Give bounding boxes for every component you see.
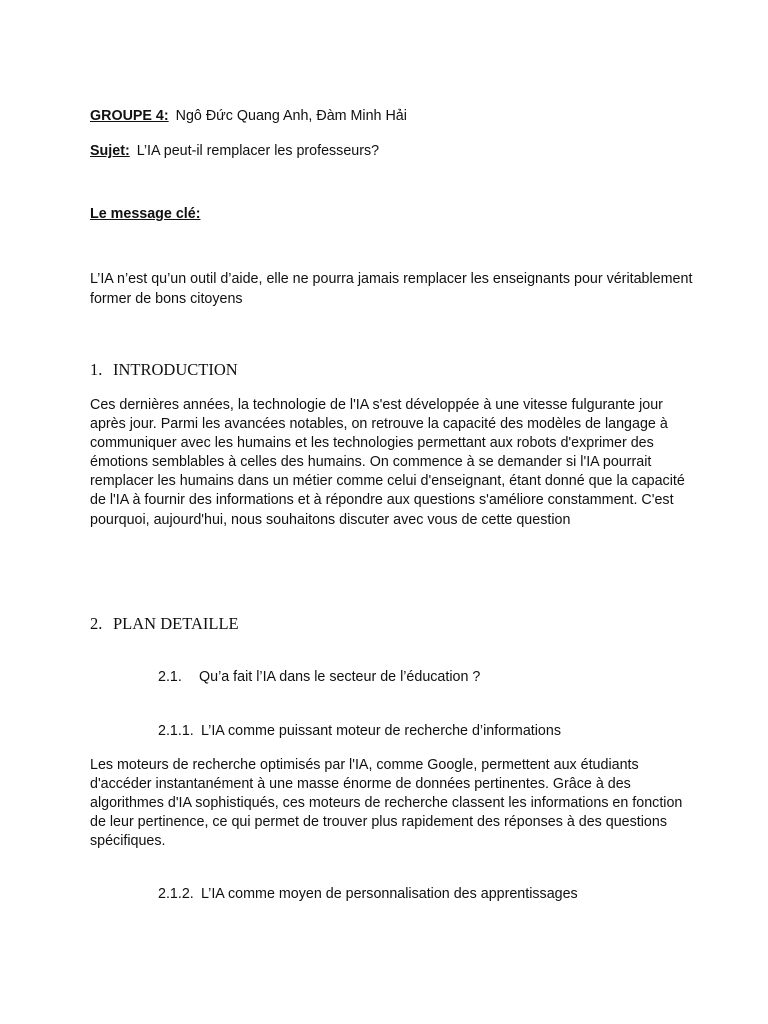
subject-text: L’IA peut-il remplacer les professeurs? (136, 143, 380, 159)
subsection-2-1 (158, 668, 480, 687)
section-number: 2. (90, 614, 103, 633)
subsection-number: 2.1. (158, 669, 182, 685)
subsection-number: 2.1.1. (158, 723, 194, 739)
group-label: GROUPE 4: (90, 108, 169, 124)
introduction-paragraph (90, 396, 690, 530)
paragraph-line: de leur pertinence, ce qui permet de trouver plus rapidement des réponses à des questions (90, 814, 667, 831)
paragraph-line: algorithmes d'IA sophistiqués, ces moteurs de recherche classent les informations en fonction (90, 795, 683, 812)
section-heading-introduction (90, 360, 238, 380)
paragraph-line: émotions semblables à celles des humains. On commence à se demander si l'IA pourrait (90, 454, 652, 471)
paragraph-line: d'accéder instantanément à une masse énorme de données pertinentes. Grâce à des (90, 776, 631, 793)
group-line (90, 107, 407, 126)
paragraph-line: spécifiques. (90, 833, 166, 850)
subsection-title: L’IA comme puissant moteur de recherche d’informations (201, 723, 561, 739)
paragraph-line: remplacer les humains dans un métier comme celui d'enseignant, étant donné que la capacité (90, 473, 685, 490)
subsection-title: Qu’a fait l’IA dans le secteur de l’éducation ? (199, 669, 481, 685)
paragraph-line: pourquoi, aujourd'hui, nous souhaitons discuter avec vous de cette question (90, 511, 571, 528)
paragraph-line: après jour. Parmi les avancées notables, on retrouve la capacité des modèles de langage à (90, 416, 668, 433)
subject-label: Sujet: (90, 143, 130, 159)
subsection-title: L’IA comme moyen de personnalisation des apprentissages (201, 886, 578, 902)
paragraph-line: former de bons citoyens (90, 290, 243, 307)
paragraph-line: Ces dernières années, la technologie de l'IA s'est développée à une vitesse fulgurante jour (90, 397, 663, 413)
subsection-2-1-1-paragraph (90, 756, 690, 851)
subsection-number: 2.1.2. (158, 886, 194, 902)
subject-line (90, 142, 379, 161)
subsection-2-1-1 (158, 722, 561, 741)
section-heading-plan (90, 614, 239, 634)
key-message-heading (90, 205, 200, 224)
paragraph-line: L’IA n’est qu’un outil d’aide, elle ne pourra jamais remplacer les enseignants pour véritablement (90, 271, 693, 287)
section-title: INTRODUCTION (113, 360, 238, 379)
paragraph-line: communiquer avec les humains et les technologies permettant aux robots d'exprimer des (90, 435, 654, 452)
section-number: 1. (90, 360, 103, 379)
section-title: PLAN DETAILLE (113, 614, 239, 633)
key-message-label: Le message clé: (90, 206, 201, 222)
group-members: Ngô Đức Quang Anh, Đàm Minh Hải (175, 108, 407, 124)
paragraph-line: Les moteurs de recherche optimisés par l'IA, comme Google, permettent aux étudiants (90, 757, 639, 773)
subsection-2-1-2 (158, 885, 578, 904)
key-message-paragraph (90, 270, 693, 309)
paragraph-line: de l'IA à fournir des informations et à répondre aux questions s'améliore constamment. C'est (90, 492, 674, 509)
